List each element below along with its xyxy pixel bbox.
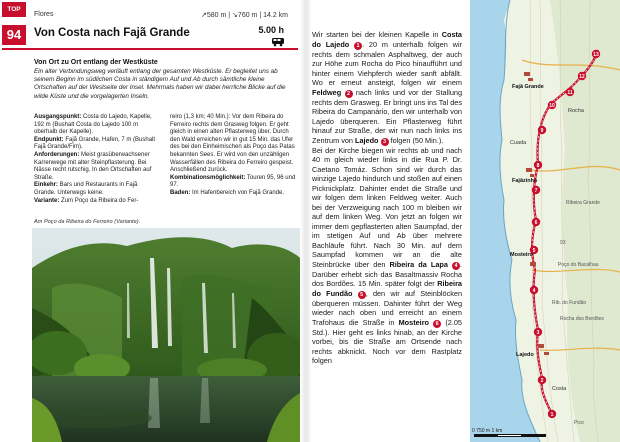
right-page	[312, 0, 620, 442]
waypoint-5-marker: 5	[358, 291, 366, 299]
bus-icon	[271, 37, 285, 47]
map-label-lajedo: Lajedo	[516, 352, 534, 358]
fact-food: Einkehr: Bars und Restaurants in Fajã Grande. Unterwegs keine.	[34, 182, 138, 196]
waypoint-4-marker: 4	[452, 262, 460, 270]
fact-variant: Variante: Zum Poço da Ribeira do Fer-	[34, 197, 139, 204]
map-label-rocha-dos-bordoes: Rocha dos Bordões	[560, 316, 604, 322]
map-label-fajazinha: Fajãzinha	[512, 178, 538, 184]
tour-stats: ↗580 m | ↘760 m | 14.2 km	[201, 12, 288, 19]
waypoint-6-marker: 6	[433, 320, 441, 328]
map-label-rib-do-fundao: Rib. do Fundão	[552, 300, 587, 306]
photo-caption: Am Poço da Ribeira do Ferreiro (Variante).	[34, 219, 141, 225]
map-scale-bar	[474, 434, 546, 437]
svg-text:6: 6	[534, 220, 538, 226]
place-feldweg: Feldweg	[312, 87, 342, 97]
facts-column-left	[34, 114, 160, 205]
waypoint-3-marker: 3	[381, 138, 389, 146]
top-badge: TOP	[2, 2, 26, 17]
svg-text:8: 8	[536, 163, 540, 169]
fact-end: Endpunkt: Fajã Grande, Hafen, 7 m (Bushalt Fajã Grande/Fim).	[34, 136, 156, 151]
svg-text:11: 11	[567, 90, 573, 96]
map-label-mosteiro: Mosteiro	[510, 252, 533, 258]
place-costa-do-lajedo: Costa do Lajedo	[312, 30, 462, 49]
map-label-poco-do-bacalhau: Poço do Bacalhau	[558, 262, 599, 268]
left-page	[0, 0, 300, 442]
map-label-rocha: Rocha	[568, 108, 584, 114]
fact-variant-cont: reiro (1,3 km; 40 Min.): Vor dem Ribeira do Ferreiro rechts dem Grasweg folgen. Er geht gleich in einen alten Pflasterweg über. Durch den Wald erreichen wir in gut 15 Min. das Ufer des bei den Einheimischen als Poço das Patas bekannten Sees. Er wird von den unzähligen Wasserfällen des Ribeira do Ferreiro gespeist. Anschließend zurück.	[170, 114, 295, 174]
place-lajedo: Lajedo	[355, 135, 379, 145]
svg-text:3: 3	[536, 330, 540, 336]
svg-text:4: 4	[532, 288, 536, 294]
facts-column-right	[170, 114, 296, 198]
fact-start: Ausgangspunkt: Costa do Lajedo, Kapelle, 192 m (Bushalt Costa do Lajedo 100 m oberhalb der Kapelle).	[34, 114, 152, 136]
map-label-faja-grande: Fajã Grande	[512, 84, 544, 90]
place-ribeira-do-fundao: Ribeira do Fundão	[312, 279, 462, 298]
map-label-cuada: Cuada	[510, 140, 527, 146]
fact-swimming: Baden: Im Hafenbereich von Fajã Grande.	[170, 189, 285, 196]
waypoint-1-marker: 1	[354, 42, 362, 50]
tour-subtitle: Von Ort zu Ort entlang der Westküste	[34, 59, 158, 66]
tour-number-badge: 94	[2, 25, 26, 45]
svg-text:13: 13	[593, 52, 599, 58]
svg-text:9: 9	[540, 128, 544, 134]
svg-text:7: 7	[534, 188, 538, 194]
route-description: Wir starten bei der kleinen Kapelle in Costa do Lajedo 1 . 20 m unterhalb folgen wir rechts dem schmalen Asphaltweg, der auch zur Höhe zum Rocha do Pico hinaufführt und hinter einem Viehpferch wieder sanft abfällt. Wo er erneut ansteigt, folgen wir einem Feldweg 2 nach links und vor der Stallung rechts dem Grasweg. Er bringt uns ins Tal des Ribeira do Campanário, den wir unterhalb von Lajedo überqueren. Ein Pflasterweg führt hinauf zur Straße, der wir nun nach links ins Zentrum von Lajedo 3 folgen (50 Min.). Bei der Kirche biegen wir rechts ab und nach 40 m gleich wieder links in die Rua P. Dr. Caetano Tomáz. Schon sind wir durch das winzige Lajedo hindurch und stoßen auf einen Picknickplatz. Dahinter endet die Straße und wir folgen dem linken Feldweg weiter. Auch bei der Verzweigung nach 100 m bleiben wir auf dem linken Weg. Von jetzt an folgen wir immer dem gepflasterten alten Saumpfad, der im stetigen Auf und Ab über mehrere Bachläufe führt. Nach 30 Min. auf dem Saumpfad kommen wir an die alte Steinbrücke über den Ribeira da Lapa 4 . Darüber erhebt sich das Basaltmassiv Rocha dos Bordões. 15 Min. später folgt der Ribeira do Fundão 5 , den wir auf Steinblöcken überqueren müssen. Dahinter führt der Weg wieder nach oben und erreicht an einem Trafohaus die Straße in Mosteiro 6 (2.05 Std.). Hier geht es links hinab, an der Kirche vorbei, bis die Straße am Ortsende nach rechts abknickt. Noch vor dem Rastplatz folgen	[312, 30, 463, 366]
place-mosteiro: Mosteiro	[398, 317, 429, 327]
map-label-pico: Pico	[574, 420, 584, 426]
svg-text:2: 2	[540, 378, 544, 384]
waypoint-2-marker: 2	[345, 90, 353, 98]
title-rule	[2, 48, 298, 50]
map-label-ribeira-grande: Ribeira Grande	[566, 200, 600, 206]
tour-intro: Ein alter Verbindungsweg verläuft entlang der gesamten Westküste. Er begleitet uns ab seinem Beginn im südlichen Costa in ständigem Auf und Ab durch sämtliche kleine Ortschaften auf der Westseite der Insel. Mehrmals haben wir dabei herrliche Blicke auf die wilde Küste und die vorgelagerten Inseln.	[34, 68, 286, 100]
map-label-route-number: 93	[560, 240, 566, 246]
region-label: Flores	[34, 11, 54, 18]
svg-text:12: 12	[579, 74, 585, 80]
svg-text:5: 5	[532, 248, 536, 254]
page-gutter	[300, 0, 312, 442]
route-map	[470, 0, 620, 442]
svg-text:1: 1	[550, 412, 554, 418]
tour-title: Von Costa nach Fajã Grande	[34, 27, 190, 39]
waterfall-photo	[32, 228, 300, 442]
map-label-costa: Costa	[552, 386, 567, 392]
fact-combination: Kombinationsmöglichkeit: Touren 95, 96 und 97.	[170, 174, 296, 189]
fact-requirements: Anforderungen: Meist grasüberwachsener Karrenwege mit alter Steinpflasterung. Bei Nässe recht rutschig. In den Ortschaften auf Straße.	[34, 151, 152, 181]
svg-text:10: 10	[549, 103, 555, 109]
map-scale-label: 0 750 m 1 km	[472, 428, 503, 434]
tour-duration: 5.00 h	[258, 25, 284, 35]
place-ribeira-da-lapa: Ribeira da Lapa	[389, 259, 448, 269]
